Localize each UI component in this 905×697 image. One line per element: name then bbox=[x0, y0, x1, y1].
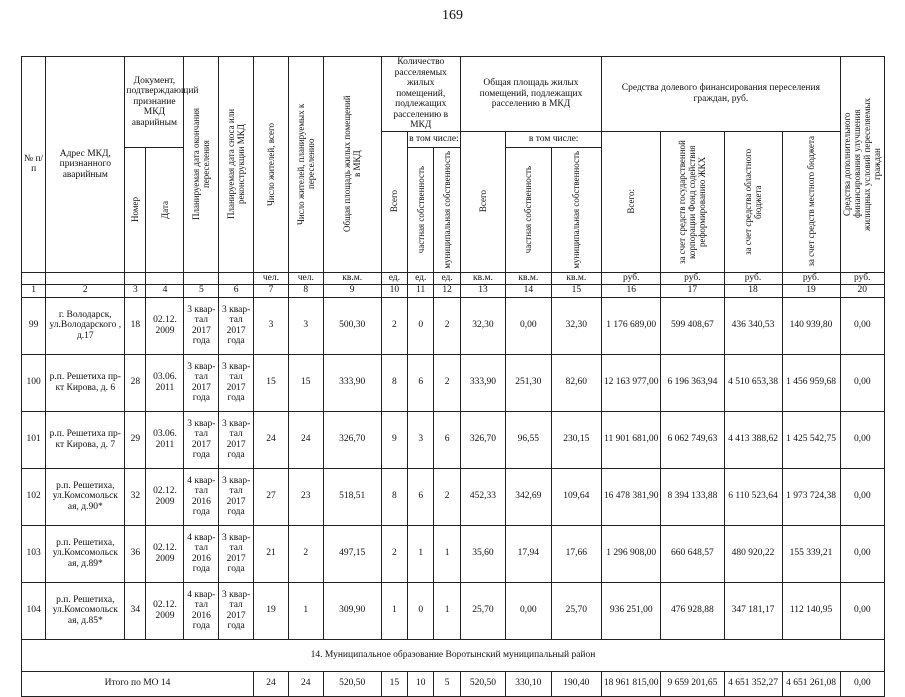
unit-cell: кв.м. bbox=[323, 272, 381, 284]
unit-cell: кв.м. bbox=[506, 272, 551, 284]
unit-cell: кв.м. bbox=[551, 272, 602, 284]
cell-funds-regional: 4 413 388,62 bbox=[724, 411, 782, 468]
unit-cell: руб. bbox=[782, 272, 840, 284]
cell-address: р.п. Решетиха, ул.Комсомольск ая, д.89* bbox=[46, 525, 125, 582]
col-number: 12 bbox=[434, 284, 460, 297]
cell-funds-regional: 6 110 523,64 bbox=[724, 468, 782, 525]
total-cell: 10 bbox=[408, 671, 434, 696]
total-cell: 18 961 815,00 bbox=[602, 671, 661, 696]
cell-qty-total: 1 bbox=[381, 582, 407, 639]
cell-demolition: 3 квар- тал 2017 года bbox=[219, 354, 254, 411]
cell-funds-total: 936 251,00 bbox=[602, 582, 661, 639]
cell-funds-regional: 480 920,22 bbox=[724, 525, 782, 582]
cell-qty-private: 1 bbox=[408, 525, 434, 582]
cell-qty-municipal: 1 bbox=[434, 582, 460, 639]
total-cell: 5 bbox=[434, 671, 460, 696]
col-number: 11 bbox=[408, 284, 434, 297]
cell-doc-no: 29 bbox=[125, 411, 146, 468]
cell-res-total: 21 bbox=[254, 525, 289, 582]
cell-area-municipal: 109,64 bbox=[551, 468, 602, 525]
cell-area-municipal: 32,30 bbox=[551, 297, 602, 354]
cell-doc-date: 02.12. 2009 bbox=[146, 525, 184, 582]
cell-area-municipal: 82,60 bbox=[551, 354, 602, 411]
cell-doc-date: 03.06. 2011 bbox=[146, 411, 184, 468]
cell-funds-total: 1 296 908,00 bbox=[602, 525, 661, 582]
cell-area-total: 25,70 bbox=[460, 582, 505, 639]
unit-cell: руб. bbox=[840, 272, 884, 284]
col-number: 13 bbox=[460, 284, 505, 297]
table-row bbox=[22, 582, 885, 639]
cell-address: р.п. Решетиха пр-кт Кирова, д. 7 bbox=[46, 411, 125, 468]
cell-additional: 0,00 bbox=[840, 297, 884, 354]
cell-qty-total: 8 bbox=[381, 468, 407, 525]
cell-funds-fund: 6 196 363,94 bbox=[661, 354, 724, 411]
cell-end: 3 квар- тал 2017 года bbox=[184, 297, 219, 354]
cell-res-total: 3 bbox=[254, 297, 289, 354]
cell-area: 500,30 bbox=[323, 297, 381, 354]
cell-funds-regional: 347 181,17 bbox=[724, 582, 782, 639]
cell-qty-private: 6 bbox=[408, 354, 434, 411]
header-funds-local: за счет средств местного бюджета bbox=[806, 136, 817, 267]
cell-funds-local: 112 140,95 bbox=[782, 582, 840, 639]
col-number: 20 bbox=[840, 284, 884, 297]
col-number: 8 bbox=[288, 284, 323, 297]
total-cell: 24 bbox=[288, 671, 323, 696]
cell-end: 4 квар- тал 2016 года bbox=[184, 468, 219, 525]
cell-end: 4 квар- тал 2016 года bbox=[184, 582, 219, 639]
cell-end: 4 квар- тал 2016 года bbox=[184, 525, 219, 582]
cell-area-private: 0,00 bbox=[506, 297, 551, 354]
cell-funds-fund: 599 408,67 bbox=[661, 297, 724, 354]
header-total-area: Общая площадь жилых помещений в МКД bbox=[342, 95, 363, 233]
header-funds-total: Всего: bbox=[626, 189, 637, 214]
cell-end: 3 квар- тал 2017 года bbox=[184, 411, 219, 468]
header-funds-group: Средства долевого финансирования переселения граждан, руб. bbox=[602, 57, 840, 132]
cell-area-total: 326,70 bbox=[460, 411, 505, 468]
total-cell: 520,50 bbox=[460, 671, 505, 696]
unit-cell: чел. bbox=[288, 272, 323, 284]
cell-doc-no: 28 bbox=[125, 354, 146, 411]
cell-area-municipal: 17,66 bbox=[551, 525, 602, 582]
cell-doc-no: 32 bbox=[125, 468, 146, 525]
cell-area-total: 35,60 bbox=[460, 525, 505, 582]
table-row bbox=[22, 468, 885, 525]
header-area-total: Всего bbox=[477, 190, 488, 213]
cell-doc-no: 18 bbox=[125, 297, 146, 354]
cell-area-private: 0,00 bbox=[506, 582, 551, 639]
cell-qty-municipal: 1 bbox=[434, 525, 460, 582]
col-number: 1 bbox=[22, 284, 46, 297]
col-number: 6 bbox=[219, 284, 254, 297]
cell-funds-fund: 8 394 133,88 bbox=[661, 468, 724, 525]
cell-area-private: 251,30 bbox=[506, 354, 551, 411]
cell-demolition: 3 квар- тал 2017 года bbox=[219, 582, 254, 639]
cell-doc-date: 02.12. 2009 bbox=[146, 582, 184, 639]
header-funds-regional: за счет средства областного бюджета bbox=[743, 148, 764, 255]
header-doc-number: Номер bbox=[130, 197, 141, 223]
col-number: 2 bbox=[46, 284, 125, 297]
unit-cell: руб. bbox=[661, 272, 724, 284]
page-number: 169 bbox=[442, 8, 463, 23]
cell-additional: 0,00 bbox=[840, 354, 884, 411]
section-title: 14. Муниципальное образование Воротынский муниципальный район bbox=[22, 639, 885, 671]
cell-res-planned: 24 bbox=[288, 411, 323, 468]
col-number: 16 bbox=[602, 284, 661, 297]
unit-cell: ед. bbox=[381, 272, 407, 284]
total-cell: 4 651 261,08 bbox=[782, 671, 840, 696]
cell-no: 101 bbox=[22, 411, 46, 468]
header-planned-demolition: Планируемая дата сноса или реконструкции МКД bbox=[226, 109, 247, 220]
total-cell: 9 659 201,65 bbox=[661, 671, 724, 696]
unit-cell: ед. bbox=[408, 272, 434, 284]
table-row bbox=[22, 411, 885, 468]
cell-no: 103 bbox=[22, 525, 46, 582]
cell-demolition: 3 квар- тал 2017 года bbox=[219, 525, 254, 582]
cell-area: 333,90 bbox=[323, 354, 381, 411]
header-document: Документ, подтверждающий признание МКД аварийным bbox=[125, 57, 184, 148]
cell-res-planned: 3 bbox=[288, 297, 323, 354]
cell-funds-local: 155 339,21 bbox=[782, 525, 840, 582]
header-qty-including: в том числе: bbox=[408, 131, 461, 148]
cell-res-total: 19 bbox=[254, 582, 289, 639]
cell-funds-regional: 4 510 653,38 bbox=[724, 354, 782, 411]
cell-funds-regional: 436 340,53 bbox=[724, 297, 782, 354]
col-number: 4 bbox=[146, 284, 184, 297]
cell-qty-total: 2 bbox=[381, 525, 407, 582]
header-area-group: Общая площадь жилых помещений, подлежащих расселению в МКД bbox=[460, 57, 601, 132]
header-address: Адрес МКД, признанного аварийным bbox=[46, 57, 125, 273]
cell-address: р.п. Решетиха, ул.Комсомольск ая, д.85* bbox=[46, 582, 125, 639]
cell-funds-total: 16 478 381,90 bbox=[602, 468, 661, 525]
table-body bbox=[22, 297, 885, 639]
total-cell: 15 bbox=[381, 671, 407, 696]
cell-res-total: 27 bbox=[254, 468, 289, 525]
cell-no: 99 bbox=[22, 297, 46, 354]
cell-res-planned: 23 bbox=[288, 468, 323, 525]
cell-additional: 0,00 bbox=[840, 411, 884, 468]
cell-address: р.п. Решетиха, ул.Комсомольск ая, д.90* bbox=[46, 468, 125, 525]
header-quantity: Количество расселяемых жилых помещений, подлежащих расселению в МКД bbox=[381, 57, 460, 132]
col-number: 5 bbox=[184, 284, 219, 297]
col-number: 19 bbox=[782, 284, 840, 297]
col-number: 14 bbox=[506, 284, 551, 297]
cell-area: 326,70 bbox=[323, 411, 381, 468]
total-cell: 24 bbox=[254, 671, 289, 696]
total-cell: 330,10 bbox=[506, 671, 551, 696]
cell-doc-no: 36 bbox=[125, 525, 146, 582]
header-area-municipal: муниципальная собственность bbox=[571, 151, 582, 269]
header-no: № п/п bbox=[22, 57, 46, 273]
header-planned-end: Планируемая дата окончания переселения bbox=[191, 108, 212, 221]
unit-cell: руб. bbox=[602, 272, 661, 284]
cell-additional: 0,00 bbox=[840, 582, 884, 639]
cell-qty-private: 0 bbox=[408, 297, 434, 354]
cell-res-total: 15 bbox=[254, 354, 289, 411]
col-number: 15 bbox=[551, 284, 602, 297]
header-qty-municipal: муниципальная собственность bbox=[442, 151, 453, 269]
cell-qty-municipal: 2 bbox=[434, 468, 460, 525]
cell-qty-total: 2 bbox=[381, 297, 407, 354]
cell-area-private: 17,94 bbox=[506, 525, 551, 582]
cell-qty-total: 8 bbox=[381, 354, 407, 411]
cell-funds-total: 1 176 689,00 bbox=[602, 297, 661, 354]
header-qty-private: частная собственность bbox=[415, 166, 426, 254]
cell-area-total: 333,90 bbox=[460, 354, 505, 411]
cell-additional: 0,00 bbox=[840, 525, 884, 582]
cell-funds-fund: 660 648,57 bbox=[661, 525, 724, 582]
col-number: 3 bbox=[125, 284, 146, 297]
cell-funds-local: 140 939,80 bbox=[782, 297, 840, 354]
cell-demolition: 3 квар- тал 2017 года bbox=[219, 297, 254, 354]
cell-funds-local: 1 973 724,38 bbox=[782, 468, 840, 525]
total-cell: 190,40 bbox=[551, 671, 602, 696]
cell-area-private: 96,55 bbox=[506, 411, 551, 468]
cell-res-total: 24 bbox=[254, 411, 289, 468]
cell-doc-date: 02.12. 2009 bbox=[146, 468, 184, 525]
cell-qty-private: 0 bbox=[408, 582, 434, 639]
header-qty-total: Всего bbox=[389, 190, 400, 213]
total-cell: 0,00 bbox=[840, 671, 884, 696]
header-residents-total: Число жителей, всего bbox=[265, 122, 276, 206]
cell-res-planned: 1 bbox=[288, 582, 323, 639]
cell-doc-no: 34 bbox=[125, 582, 146, 639]
col-number: 10 bbox=[381, 284, 407, 297]
col-number: 7 bbox=[254, 284, 289, 297]
cell-qty-private: 3 bbox=[408, 411, 434, 468]
cell-res-planned: 15 bbox=[288, 354, 323, 411]
cell-area-total: 452,33 bbox=[460, 468, 505, 525]
cell-area: 518,51 bbox=[323, 468, 381, 525]
cell-qty-municipal: 6 bbox=[434, 411, 460, 468]
cell-funds-fund: 6 062 749,63 bbox=[661, 411, 724, 468]
cell-no: 102 bbox=[22, 468, 46, 525]
table-row bbox=[22, 525, 885, 582]
header-area-including: в том числе: bbox=[506, 131, 602, 148]
header-doc-date: Дата bbox=[159, 200, 170, 219]
cell-area-municipal: 25,70 bbox=[551, 582, 602, 639]
unit-cell: ед. bbox=[434, 272, 460, 284]
cell-address: г. Володарск, ул.Володарского , д.17 bbox=[46, 297, 125, 354]
header-residents-planned: Число жителей, планируемых к переселению bbox=[295, 103, 316, 225]
cell-no: 100 bbox=[22, 354, 46, 411]
cell-no: 104 bbox=[22, 582, 46, 639]
cell-address: р.п. Решетиха пр-кт Кирова, д. 6 bbox=[46, 354, 125, 411]
cell-additional: 0,00 bbox=[840, 468, 884, 525]
cell-demolition: 3 квар- тал 2017 года bbox=[219, 411, 254, 468]
header-funds-fund: за счет средств государственной корпорации Фонд содействия реформированию ЖКХ bbox=[677, 139, 708, 264]
cell-qty-total: 9 bbox=[381, 411, 407, 468]
cell-funds-total: 12 163 977,00 bbox=[602, 354, 661, 411]
col-number: 17 bbox=[661, 284, 724, 297]
resettlement-table bbox=[21, 56, 885, 697]
cell-area: 309,90 bbox=[323, 582, 381, 639]
total-cell: 4 651 352,27 bbox=[724, 671, 782, 696]
unit-cell: кв.м. bbox=[460, 272, 505, 284]
cell-res-planned: 2 bbox=[288, 525, 323, 582]
cell-qty-private: 6 bbox=[408, 468, 434, 525]
cell-funds-local: 1 456 959,68 bbox=[782, 354, 840, 411]
cell-area: 497,15 bbox=[323, 525, 381, 582]
cell-area-total: 32,30 bbox=[460, 297, 505, 354]
col-number: 9 bbox=[323, 284, 381, 297]
cell-funds-fund: 476 928,88 bbox=[661, 582, 724, 639]
cell-demolition: 3 квар- тал 2017 года bbox=[219, 468, 254, 525]
col-number: 18 bbox=[724, 284, 782, 297]
unit-cell: чел. bbox=[254, 272, 289, 284]
table-row bbox=[22, 354, 885, 411]
table-row bbox=[22, 297, 885, 354]
cell-funds-local: 1 425 542,75 bbox=[782, 411, 840, 468]
unit-cell: руб. bbox=[724, 272, 782, 284]
cell-area-private: 342,69 bbox=[506, 468, 551, 525]
cell-qty-municipal: 2 bbox=[434, 297, 460, 354]
total-label: Итого по МО 14 bbox=[22, 671, 254, 696]
cell-doc-date: 02.12. 2009 bbox=[146, 297, 184, 354]
header-area-private: частная собственность bbox=[523, 166, 534, 254]
cell-end: 3 квар- тал 2017 года bbox=[184, 354, 219, 411]
cell-funds-total: 11 901 681,00 bbox=[602, 411, 661, 468]
total-cell: 520,50 bbox=[323, 671, 381, 696]
cell-qty-municipal: 2 bbox=[434, 354, 460, 411]
cell-doc-date: 03.06. 2011 bbox=[146, 354, 184, 411]
header-additional: Средства дополнительного финансирования улучшения жилищных условий переселяемых граждан bbox=[842, 97, 883, 231]
cell-area-municipal: 230,15 bbox=[551, 411, 602, 468]
